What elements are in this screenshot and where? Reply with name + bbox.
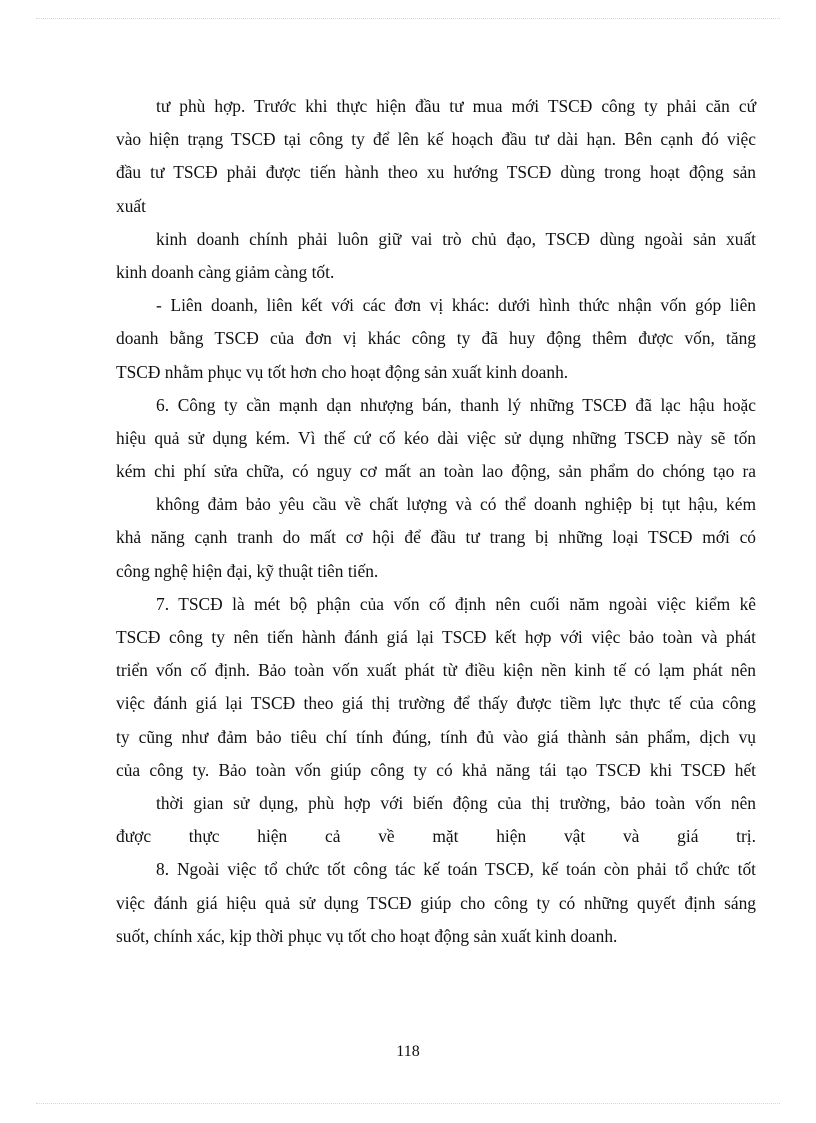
text-line: xuất (116, 195, 146, 216)
document-body (116, 90, 756, 953)
text-line: kém chi phí sửa chữa, có nguy cơ mất an toàn lao động, sản phẩm do chóng tạo ra (116, 461, 756, 482)
text-line: - Liên doanh, liên kết với các đơn vị khác: dưới hình thức nhận vốn góp liên (156, 295, 756, 316)
text-line: việc đánh giá lại TSCĐ theo giá thị trường để thấy được tiềm lực thực tế của công (116, 693, 756, 714)
text-line: được thực hiện cả về mặt hiện vật và giá trị. (116, 826, 756, 847)
text-line: 8. Ngoài việc tổ chức tốt công tác kế toán TSCĐ, kế toán còn phải tổ chức tốt (156, 859, 756, 880)
text-line: triển vốn cố định. Bảo toàn vốn xuất phát từ điều kiện nền kinh tế có lạm phát nên (116, 660, 756, 681)
text-line: TSCĐ công ty nên tiến hành đánh giá lại TSCĐ kết hợp với việc bảo toàn và phát (116, 627, 756, 647)
page-number: 118 (396, 1043, 420, 1060)
text-line: không đảm bảo yêu cầu về chất lượng và có thể doanh nghiệp bị tụt hậu, kém (156, 494, 756, 515)
text-line: ty cũng như đảm bảo tiêu chí tính đúng, tính đủ vào giá thành sản phẩm, dịch vụ (116, 726, 756, 747)
text-line: 6. Công ty cần mạnh dạn nhượng bán, thanh lý những TSCĐ đã lạc hậu hoặc (156, 394, 756, 415)
text-line: công nghệ hiện đại, kỹ thuật tiên tiến. (116, 560, 379, 581)
text-line: của công ty. Bảo toàn vốn giúp công ty có khả năng tái tạo TSCĐ khi TSCĐ hết (116, 759, 756, 780)
text-line: doanh bằng TSCĐ của đơn vị khác công ty đã huy động thêm được vốn, tăng (116, 328, 756, 349)
text-line: suốt, chính xác, kịp thời phục vụ tốt cho hoạt động sản xuất kinh doanh. (116, 925, 618, 946)
text-line: vào hiện trạng TSCĐ tại công ty để lên kế hoạch đầu tư dài hạn. Bên cạnh đó việc (116, 129, 756, 150)
text-line: việc đánh giá hiệu quả sử dụng TSCĐ giúp cho công ty có những quyết định sáng (116, 892, 756, 913)
text-line: đầu tư TSCĐ phải được tiến hành theo xu hướng TSCĐ dùng trong hoạt động sản (116, 162, 756, 183)
text-line: kinh doanh càng giảm càng tốt. (116, 261, 335, 282)
text-line: TSCĐ nhằm phục vụ tốt hơn cho hoạt động sản xuất kinh doanh. (116, 361, 569, 382)
text-line: tư phù hợp. Trước khi thực hiện đầu tư mua mới TSCĐ công ty phải căn cứ (156, 96, 756, 116)
text-line: khả năng cạnh tranh do mất cơ hội để đầu tư trang bị những loại TSCĐ mới có (116, 527, 756, 548)
text-line: thời gian sử dụng, phù hợp với biến động của thị trường, bảo toàn vốn nên (156, 792, 756, 813)
text-line: 7. TSCĐ là mét bộ phận của vốn cố định nên cuối năm ngoài việc kiểm kê (156, 593, 756, 614)
text-line: kinh doanh chính phải luôn giữ vai trò chủ đạo, TSCĐ dùng ngoài sản xuất (156, 228, 756, 249)
text-line: hiệu quả sử dụng kém. Vì thế cứ cố kéo dài việc sử dụng những TSCĐ này sẽ tốn (116, 427, 756, 448)
